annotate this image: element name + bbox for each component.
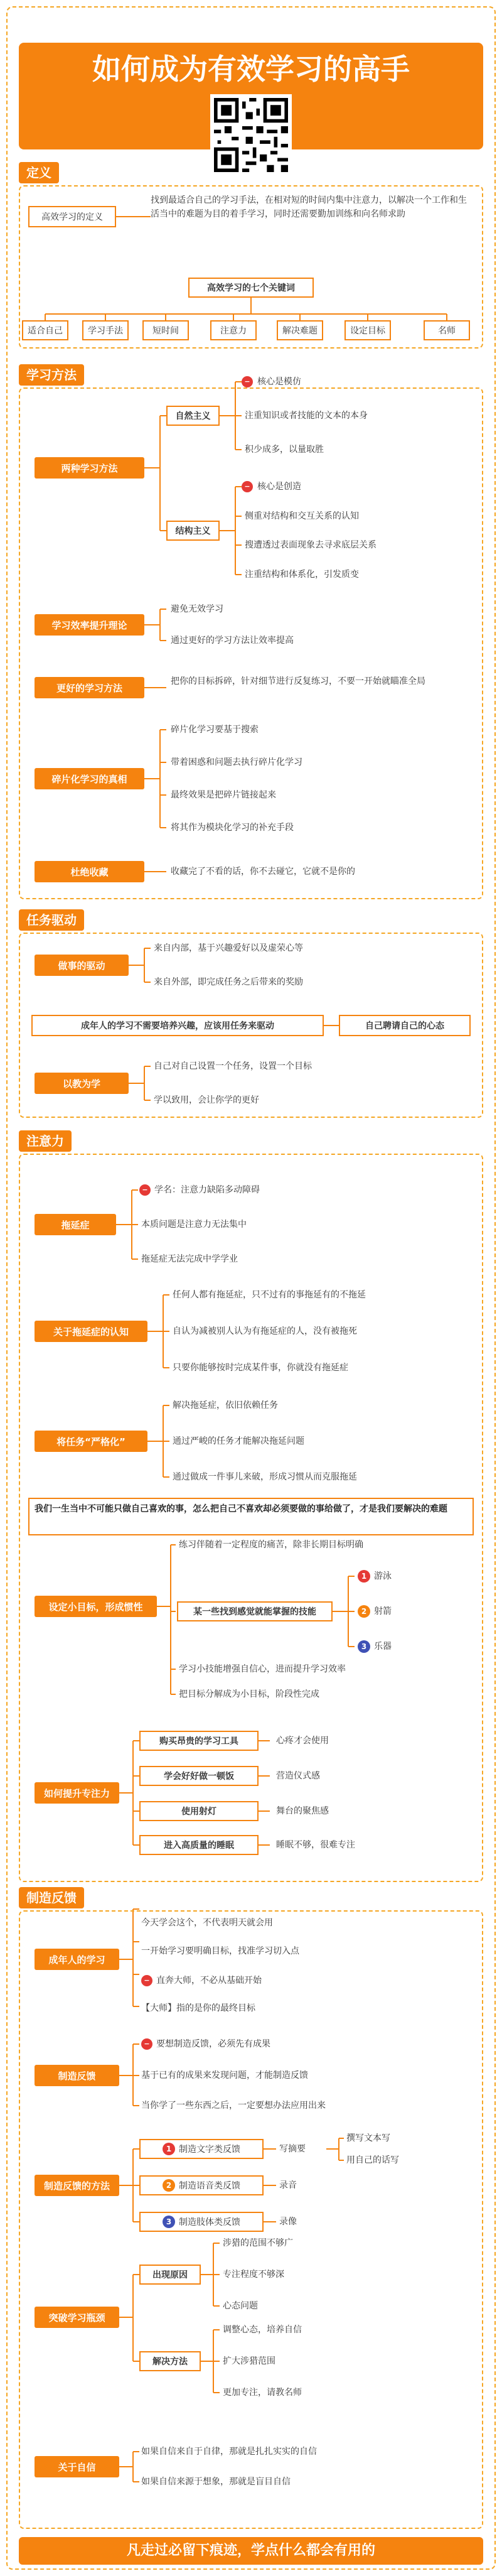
cognition-item: 任何人都有拖延症，只不过有的事拖延有的不拖延: [173, 1290, 366, 1300]
feedback-method-key: [139, 2139, 264, 2159]
goals-bottom: 学习小技能增强自信心，进而提升学习效率: [179, 1664, 346, 1674]
adult-feedback-label: 成年人的学习: [35, 1949, 119, 1970]
solve-label: 解决方法: [139, 2351, 201, 2371]
cause-item: 涉猎的范围不够广: [223, 2238, 293, 2248]
fragment-item: 将其作为模块化学习的补充手段: [171, 823, 294, 833]
skill-item: [358, 1570, 392, 1583]
teach-label: 以教为学: [35, 1073, 129, 1094]
adult-learning-text: 成年人的学习不需要培养兴趣，应该用任务来驱动: [31, 1015, 324, 1036]
teach-item: 自己对自己设置一个任务，设置一个目标: [154, 1061, 312, 1071]
qr-code-icon: [210, 94, 292, 176]
feedback-method-key: [139, 2175, 264, 2195]
skill-label: 射箭: [374, 1606, 392, 1616]
keyword-item: 适合自己: [22, 320, 68, 340]
minus-icon: −: [141, 2038, 152, 2050]
keyword-item: 学习手法: [82, 320, 129, 340]
structural-item: 核心是创造: [257, 482, 301, 492]
number-three-icon: 3: [358, 1640, 370, 1653]
cognition-item: 自认为减被别人认为有拖延症的人，没有被拖死: [173, 1326, 357, 1336]
minus-icon: −: [139, 1184, 151, 1196]
efficiency-label: 学习效率提升理论: [35, 614, 144, 636]
punish-item: 通过做成一件事儿来破，形成习惯从而克服拖延: [173, 1472, 357, 1482]
feedback-method-key: [139, 2212, 264, 2232]
number-one-icon: 1: [358, 1570, 370, 1583]
feedback-method-key-label: 制造语音类反馈: [179, 2181, 240, 2191]
number-two-icon: 2: [358, 1605, 370, 1618]
focus-key: 学会好好做一顿饭: [139, 1766, 259, 1786]
skill-label: 乐器: [374, 1642, 392, 1652]
efficiency-item: 避免无效学习: [171, 604, 223, 614]
feedback-method-value: 写摘要: [279, 2144, 306, 2154]
feedback-method-key-label: 制造文字类反馈: [179, 2145, 240, 2155]
adult-feedback-item: 今天学会这个，不代表明天就会用: [141, 1918, 273, 1928]
natural-item: 注重知识或者技能的文本的本身: [245, 411, 368, 421]
definition-text: 找到最适合自己的学习手法，在相对短的时间内集中注意力，以解决一个工作和生活当中的难题为目的着手学习，同时还需要勤加训练和向名师求助: [151, 195, 467, 219]
skill-label: 游泳: [374, 1571, 392, 1581]
cognition-item: 只要你能够按时完成某件事，你就没有拖延症: [173, 1363, 348, 1373]
minus-icon: −: [242, 376, 253, 387]
feedback-method-key-label: 制造肢体类反馈: [179, 2217, 240, 2227]
section-title-feedback: 制造反馈: [19, 1887, 84, 1908]
structural-label: 结构主义: [166, 521, 220, 541]
focus-key: 使用射灯: [139, 1801, 259, 1821]
focus-value: 心疼才会使用: [276, 1736, 329, 1746]
feedback-method-label: 制造反馈的方法: [35, 2175, 119, 2196]
confidence-item: 如果自信来自于自律，那就是扎扎实实的自信: [141, 2447, 317, 2457]
natural-item: 积少成多，以量取胜: [245, 445, 324, 455]
efficiency-item: 通过更好的学习方法让效率提高: [171, 636, 294, 646]
procrast-item: 学名：注意力缺陷多动障碍: [154, 1185, 260, 1195]
goals-bottom: 把目标分解成为小目标，阶段性完成: [179, 1689, 319, 1699]
number-one-icon: 1: [163, 2143, 175, 2155]
natural-label: 自然主义: [166, 406, 220, 426]
collect-label: 杜绝收藏: [35, 861, 144, 882]
qr-code-graphic: [214, 98, 288, 172]
make-feedback-item: 基于已有的成果来发现问题，才能制造反馈: [141, 2070, 308, 2081]
collect-text: 收藏完了不看的话，你不去碰它，它就不是你的: [171, 867, 355, 877]
two-methods-label: 两种学习方法: [35, 457, 144, 479]
focus-label: 如何提升专注力: [35, 1782, 119, 1804]
self-hire-badge: 自己聘请自己的心态: [339, 1015, 471, 1036]
definition-label: 高效学习的定义: [28, 206, 116, 227]
structural-item: 搜遭透过表面现象去寻求底层关系: [245, 540, 376, 550]
do-things-item: 来自外部，即完成任务之后带来的奖励: [154, 977, 303, 987]
fragment-item: 最终效果是把碎片链接起来: [171, 790, 276, 800]
confidence-item: 如果自信来源于想象，那就是盲目自信: [141, 2477, 291, 2487]
skill-item: [358, 1605, 392, 1618]
footer-banner: 凡走过必留下痕迹，学点什么都会有用的: [19, 2537, 483, 2565]
procrast-item: 拖延症无法完成中学学业: [141, 1254, 238, 1264]
break-label: 突破学习瓶颈: [35, 2307, 119, 2328]
feedback-method-value: 录像: [279, 2217, 297, 2227]
focus-key: 进入高质量的睡眠: [139, 1835, 259, 1855]
make-feedback-item: 当你学了一些东西之后，一定要想办法应用出来: [141, 2101, 326, 2111]
solve-item: 调整心态，培养自信: [223, 2325, 302, 2335]
feedback-method-extra: 用自己的话写: [346, 2155, 399, 2165]
section-title-drive: 任务驱动: [19, 909, 84, 931]
solve-item: 扩大涉猎范围: [223, 2356, 275, 2366]
focus-key: 购买昂贵的学习工具: [139, 1731, 259, 1751]
number-two-icon: 2: [163, 2179, 175, 2192]
skill-item: [358, 1640, 392, 1653]
fragment-label: 碎片化学习的真相: [35, 768, 144, 789]
punish-label: 将任务“严格化”: [35, 1431, 147, 1452]
fragment-item: 碎片化学习要基于搜索: [171, 725, 259, 735]
keyword-item: 名师: [424, 320, 470, 340]
cause-label: 出现原因: [139, 2265, 201, 2285]
focus-value: 舞台的聚焦感: [276, 1806, 329, 1816]
skills-label: 某一些找到感觉就能掌握的技能: [177, 1601, 333, 1621]
procrast-label: 拖延症: [35, 1214, 116, 1235]
solve-item: 更加专注，请教名师: [223, 2388, 302, 2398]
cause-item: 心态问题: [223, 2301, 258, 2311]
punish-item: 解决拖延症，依旧依赖任务: [173, 1400, 278, 1410]
goals-label: 设定小目标，形成惯性: [35, 1596, 157, 1617]
procrast-item: 本质问题是注意力无法集中: [141, 1220, 247, 1230]
keyword-item: 设定目标: [344, 320, 391, 340]
section-title-methods: 学习方法: [19, 364, 84, 386]
adult-feedback-item: 直奔大师，不必从基础开始: [156, 1976, 262, 1986]
goals-top: 练习伴随着一定程度的痛苦，除非长期目标明确: [179, 1540, 363, 1550]
section-title-definition: 定义: [19, 162, 59, 183]
section-title-attention: 注意力: [19, 1130, 72, 1152]
feedback-method-value: 录音: [279, 2180, 297, 2190]
page-title: 如何成为有效学习的高手: [92, 52, 410, 86]
keywords-title: 高效学习的七个关键词: [188, 278, 314, 298]
minus-icon: −: [141, 1975, 152, 1986]
do-things-item: 来自内部，基于兴趣爱好以及虚荣心等: [154, 943, 303, 953]
focus-value: 营造仪式感: [276, 1771, 320, 1781]
make-feedback-item: 要想制造反馈，必须先有成果: [156, 2039, 270, 2049]
number-three-icon: 3: [163, 2216, 175, 2228]
do-things-label: 做事的驱动: [35, 955, 129, 976]
keyword-item: 注意力: [210, 320, 257, 340]
make-feedback-label: 制造反馈: [35, 2065, 119, 2086]
focus-value: 睡眠不够，很难专注: [276, 1840, 355, 1850]
feedback-method-extra: 撰写文本写: [346, 2133, 390, 2143]
punish-item: 通过严峻的任务才能解决拖延问题: [173, 1436, 304, 1446]
structural-item: 注重结构和体系化，引发质变: [245, 570, 359, 580]
fragment-item: 带着困惑和问题去执行碎片化学习: [171, 757, 302, 767]
structural-item: 侧重对结构和交互关系的认知: [245, 511, 359, 521]
minus-icon: −: [242, 481, 253, 492]
keyword-item: 短时间: [142, 320, 189, 340]
cause-item: 专注程度不够深: [223, 2270, 284, 2280]
keyword-item: 解决难题: [277, 320, 323, 340]
quote-text: 我们一生当中不可能只做自己喜欢的事，怎么把自己不喜欢却必须要做的事给做了，才是我们要解决的难题: [35, 1504, 447, 1514]
adult-feedback-item: 一开始学习要明确目标，找准学习切入点: [141, 1946, 299, 1956]
cognition-label: 关于拖延症的认知: [35, 1321, 147, 1342]
better-method-label: 更好的学习方法: [35, 677, 144, 698]
confidence-label: 关于自信: [35, 2456, 119, 2477]
teach-item: 学以致用，会让你学的更好: [154, 1095, 259, 1105]
adult-feedback-item: 【大师】指的是你的最终目标: [141, 2003, 255, 2013]
better-method-text: 把你的目标拆碎，针对细节进行反复练习，不要一开始就瞄准全局: [171, 676, 425, 686]
natural-item: 核心是模仿: [257, 377, 301, 387]
